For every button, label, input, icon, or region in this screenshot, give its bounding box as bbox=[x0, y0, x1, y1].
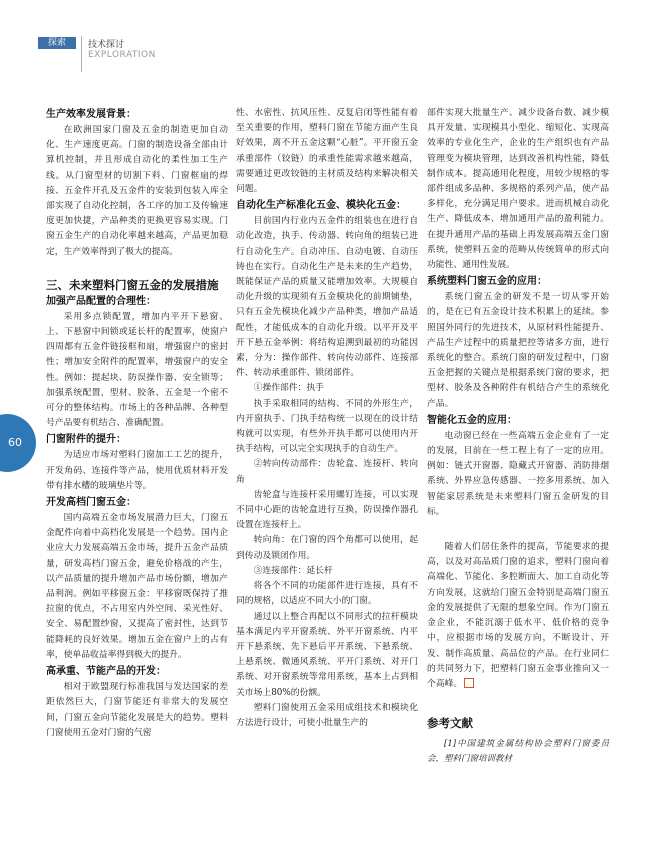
paragraph-premium: 国内高端五金市场发展潜力巨大，门窗五金配件向着中高档化发展是一个趋势。国内企业应大力发展高端五金市场，提升五金产品质量，研发高档门窗五金，避免价格战的产生，以产品质量的提升增加产品市场份额，增加产品利润。例如平移窗五金：平移窗既保持了推拉窗的优点，不占用室内外空间、采光性好、安全、易配置纱窗，又提高了密封性，达到节能降耗的良好效果。增加五金在窗户上的占有率，使单品收益率得到极大的提升。 bbox=[46, 513, 228, 660]
paragraph-continued: 部件实现大批量生产、减少设备台数、减少模具开发量、实现模具小型化、缩短化、实现高效率的专业化生产，企业的生产组织也有产品管理变为模块管理，达到改善机构性能，降低制作成本。提高通用化程度，用较少规格的零部件组成多品种、多规格的系列产品，使产品多样化，充分满足用户要求。进而机械自动化生产、降低成本、增加通用产品的盈利能力。在提升通用产品的基础上再发展高端五金门窗系统，使塑料五金的范畴从传统简单的形式向功能性、通用性发展。 bbox=[427, 108, 609, 271]
paragraph-future bbox=[427, 540, 609, 692]
heading-premium: 开发高档门窗五金： bbox=[46, 497, 136, 509]
section-tag: 探索 bbox=[38, 37, 76, 49]
paragraph-accessory: 为适应市场对塑料门窗加工工艺的提升，开发角码、连接件等产品，使用优质材料开发带有排水槽的玻璃垫片等。 bbox=[46, 450, 228, 491]
column-title-en: EXPLORATION bbox=[88, 50, 156, 60]
column-1 bbox=[46, 106, 228, 741]
subtitle-handle: ①操作部件：执手 bbox=[253, 383, 324, 394]
paragraph-module: 塑料门窗使用五金采用成组技术和模块化方法进行设计，可使小批量生产的 bbox=[236, 702, 418, 728]
paragraph-corner: 齿轮盒与连接杆采用螺钉连接，可以实现不同中心距的齿轮盒进行互换，防误操作器孔设置在连接杆上。 bbox=[236, 489, 418, 531]
page-header bbox=[38, 34, 618, 74]
heading-efficiency: 生产效率发展背景： bbox=[46, 109, 136, 120]
paragraph-efficiency: 在欧洲国家门窗及五金的制造更加自动化、生产速度更高。门窗的制造设备全部由计算机控制，并且形成自动化的柔性加工生产线。从门窗型材的切割下料、门窗框扇的焊接、五金件开孔及五金件的安装到包装入库全部实现了自动化控制，各工序的加工及传输速度更加快捷，产品种类的更换更容易实现。门窗五金生产的自动化率越来越高，产品更加稳定，生产效率得到了极大的提高。 bbox=[46, 125, 228, 257]
heading-automation: 自动化生产标准化五金、模块化五金： bbox=[236, 200, 406, 212]
heading-energy: 高承重、节能产品的开发： bbox=[46, 666, 166, 678]
page-number: 60 bbox=[8, 436, 22, 449]
paragraph-system: 系统门窗五金的研发不是一切从零开始的，是在已有五金设计技术积累上的延续。参照国外同行的先进技术，从原材料性能提升、产品生产过程中的质量把控等诸多方面，进行系统化的整合。系统门窗的研发过程中，门窗五金把握的关键点是根据系统门窗的要求，把型材、胶条及各种附件有机结合产生的系统化产品。 bbox=[427, 292, 609, 409]
subtitle-extension: ③连接部件：延长杆 bbox=[253, 565, 333, 576]
heading-config: 加强产品配置的合理性： bbox=[46, 295, 156, 307]
column-3 bbox=[427, 106, 609, 767]
end-mark-icon bbox=[464, 678, 474, 688]
paragraph-corner-2: 转向角：在门窗的四个角都可以使用，起到传动及锁闭作用。 bbox=[236, 535, 418, 561]
reference-1: [1]中国建筑金属结构协会塑料门窗委员会，塑料门窗培训教材 bbox=[427, 739, 609, 765]
paragraph-handle: 执手采取相同的结构、不同的外形生产，内开窗执手、门执手结构统一以现在的设计结构就可以实现，有些外开执手都可以使用内开执手结构，可以完全实现执手的自动生产。 bbox=[236, 398, 418, 455]
paragraph-continued: 性、水密性、抗风压性、反复启闭等性能有着至关重要的作用，塑料门窗在节能方面产生良好效果，离不开五金这颗“心脏”。平开窗五金承重部件（铰链）的承重性能需求越来越高，需要通过更改铰链的主材质及结构来解决相关问题。 bbox=[236, 108, 418, 195]
heading-smart: 智能化五金的应用： bbox=[427, 414, 517, 426]
column-2 bbox=[236, 106, 418, 731]
subtitle-corner: ②转向传动部件：齿轮盒、连接杆、转向角 bbox=[236, 459, 418, 485]
paragraph-combination: 通过以上整合再配以不同形式的拉杆模块基本满足内平开窗系统、外平开窗系统、内平开下悬系统、先下悬后平开系统、下悬系统、上悬系统、微通风系统、平开门系统、对开门系统、对开窗系统等常用系统，基本上占到相关市场上80%的份额。 bbox=[236, 611, 418, 698]
paragraph-energy: 相对于欧盟现行标准我国与发达国家的差距依然巨大，门窗节能还有非常大的发展空间，门窗五金向节能化发展是大的趋势。塑料门窗使用五金对门窗的气密 bbox=[46, 682, 228, 738]
header-divider bbox=[81, 36, 82, 72]
heading-system: 系统塑料门窗五金的应用： bbox=[427, 276, 547, 288]
paragraph-future-text: 随着人们居住条件的提高，节能要求的提高，以及对高品质门窗的追求，塑料门窗向着高端化、节能化、多腔断面大、加工自动化等方向发展，这就给门窗五金特别是高端门窗五金的发展提供了无限的想象空间。作为门窗五金企业，不能沉溺于低水平、低价格的竞争中，应根据市场的发展方向，不断设计、开发、制作高质量、高品位的产品。在行业同仁的共同努力下，把塑料门窗五金事业推向又一个高峰。 bbox=[427, 542, 609, 689]
paragraph-smart: 电动窗已经在一些高端五金企业有了一定的发展，目前在一些工程上有了一定的应用。例如：链式开窗器、隐藏式开窗器、消防排烟系统、外界应急传感器、一控多用系统、加入智能家居系统是未来塑料门窗五金研发的目标。 bbox=[427, 430, 609, 517]
heading-accessory: 门窗附件的提升： bbox=[46, 434, 126, 446]
paragraph-extension: 将各个不同的功能部件进行连接，具有不同的规格，以适应不同大小的门窗。 bbox=[236, 581, 418, 607]
column-title-zh: 技术探讨 bbox=[88, 40, 125, 50]
section-heading-3: 三、未来塑料门窗五金的发展措施 bbox=[46, 277, 219, 292]
paragraph-automation: 目前国内行业内五金件的组装也在进行自动化改造，执手、传动器、转向角的组装已进行自动化生产。自动冲压、自动电镀、自动压铸也在实行。自动化生产是未来的生产趋势，既能保证产品的质量又能增加效率。大规模自动化升级的实现须有五金模块化的前期铺垫，只有五金先模块化减少产品种类，增加产品适配性，才能低成本的自动化升级。以平开及平开下悬五金举例：将结构追溯到最初的功能因素，分为：操作部件、转向传动部件、连接部件、转动承重部件、锁闭部件。 bbox=[236, 216, 418, 379]
paragraph-config: 采用多点锁配置，增加内平开下悬窗、上、下悬窗中间锁或延长杆的配置率，使窗户四周都有五金件链接框和扇，增强窗户的密封性；增加安全附件的配置率，增强窗户的安全性。例如：提起块、防误操作器、安全锁等；加强系统配置，型材、胶条、五金是一个密不可分的整体结构。市场上的各种品牌、各种型号产品要有机结合、准确配置。 bbox=[46, 311, 228, 429]
references-heading: 参考文献 bbox=[427, 716, 473, 731]
